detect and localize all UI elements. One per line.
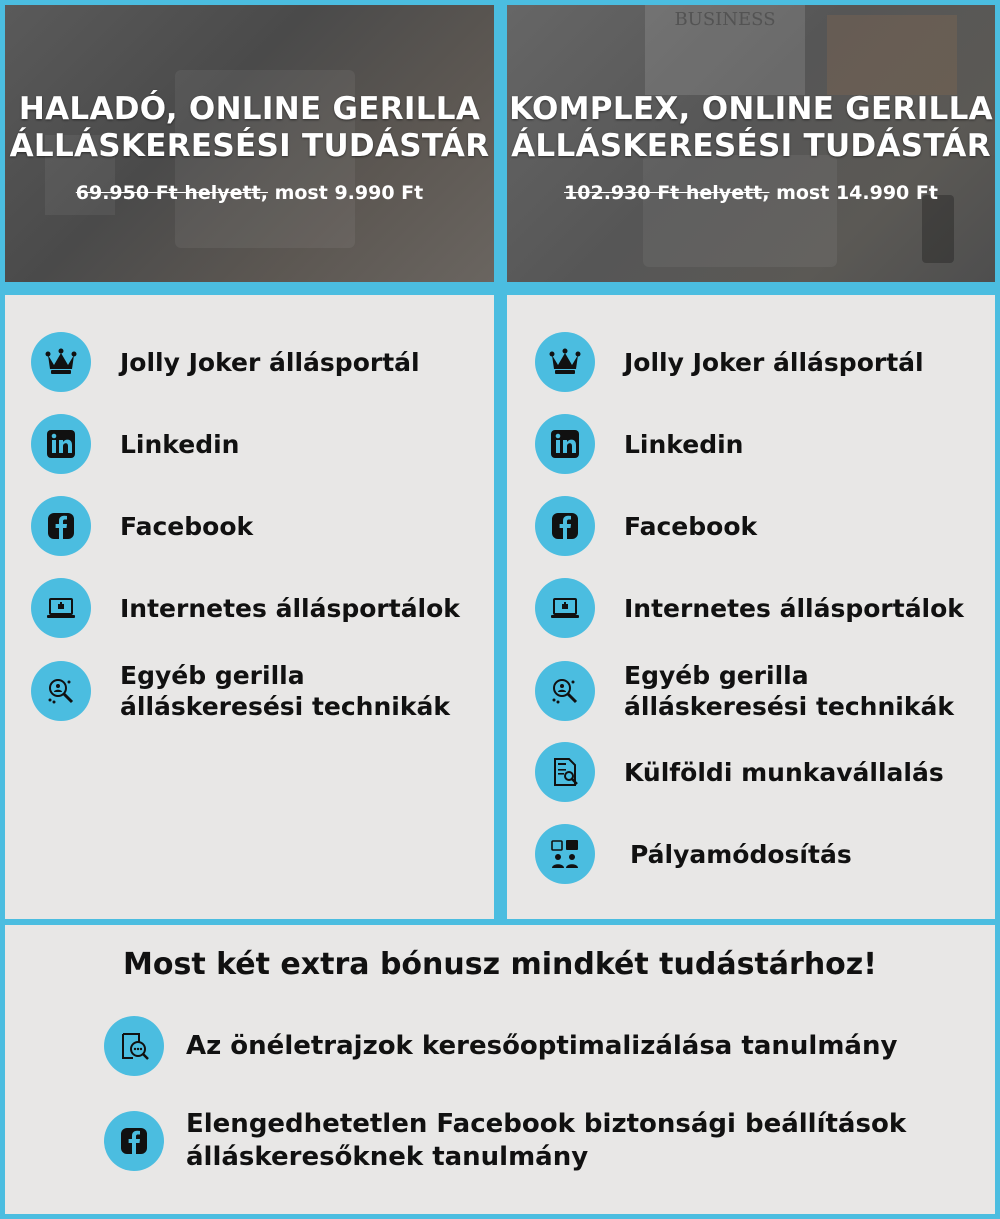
bonus-title: Most két extra bónusz mindkét tudástárhoz! [123,947,877,982]
feature-label: Pályamódosítás [630,839,852,869]
feature-item [31,332,420,392]
feature-label: Egyéb gerilla álláskeresési technikák [624,661,954,721]
feature-label: Facebook [624,511,758,541]
feature-item [31,414,239,474]
leather-notebook-shape [827,15,957,95]
feature-item [535,332,924,392]
laptop-photo-shape [643,155,837,267]
document-search-icon [104,1016,164,1076]
offer-title: KOMPLEX, ONLINE GERILLA ÁLLÁSKERESÉSI TUDÁSTÁR [509,91,993,164]
feature-label: Linkedin [120,429,240,459]
magnifier-icon [535,661,595,721]
facebook-icon [104,1111,164,1171]
feature-item [31,496,253,556]
old-price: 69.950 Ft helyett, [75,182,268,204]
laptop-icon [535,578,595,638]
job-search-icon [535,742,595,802]
facebook-icon [535,496,595,556]
facebook-icon [31,496,91,556]
feature-label: Linkedin [624,429,744,459]
feature-item [31,578,460,638]
new-price: most 9.990 Ft [267,182,424,204]
bonus-section [5,925,995,1214]
bonus-label: Elengedhetetlen Facebook biztonsági beállítások álláskeresőknek tanulmány [186,1109,907,1172]
magnifier-icon [31,661,91,721]
features-advanced [5,295,494,919]
feature-label: Külföldi munkavállalás [624,757,944,787]
feature-item [535,824,852,884]
feature-item [535,578,964,638]
newspaper-heading: BUSINESS [674,9,776,30]
feature-item [535,742,944,802]
bonus-item [104,1016,897,1076]
old-price: 102.930 Ft helyett, [564,182,770,204]
offer-price [5,182,494,204]
feature-item [31,660,450,722]
feature-item [535,660,954,722]
feature-label: Jolly Joker állásportál [624,347,924,377]
feature-item [535,496,757,556]
jester-hat-icon [31,332,91,392]
offer-price [507,182,995,204]
feature-label: Internetes állásportálok [624,593,964,623]
feature-label: Internetes állásportálok [120,593,460,623]
feature-item [535,414,743,474]
phone-photo-shape [922,195,954,263]
offer-banner-complex [507,5,995,282]
offer-banner-advanced [5,5,494,282]
bonus-item [104,1108,906,1174]
jester-hat-icon [535,332,595,392]
feature-label: Facebook [120,511,254,541]
linkedin-icon [535,414,595,474]
feature-label: Egyéb gerilla álláskeresési technikák [120,661,450,721]
linkedin-icon [31,414,91,474]
features-complex [507,295,995,919]
offer-title: HALADÓ, ONLINE GERILLA ÁLLÁSKERESÉSI TUDÁSTÁR [9,91,490,164]
feature-label: Jolly Joker állásportál [120,347,420,377]
newspaper-photo-shape [645,5,805,95]
laptop-icon [31,578,91,638]
bonus-label: Az önéletrajzok keresőoptimalizálása tanulmány [186,1030,898,1061]
new-price: most 14.990 Ft [769,182,938,204]
career-change-icon [535,824,595,884]
